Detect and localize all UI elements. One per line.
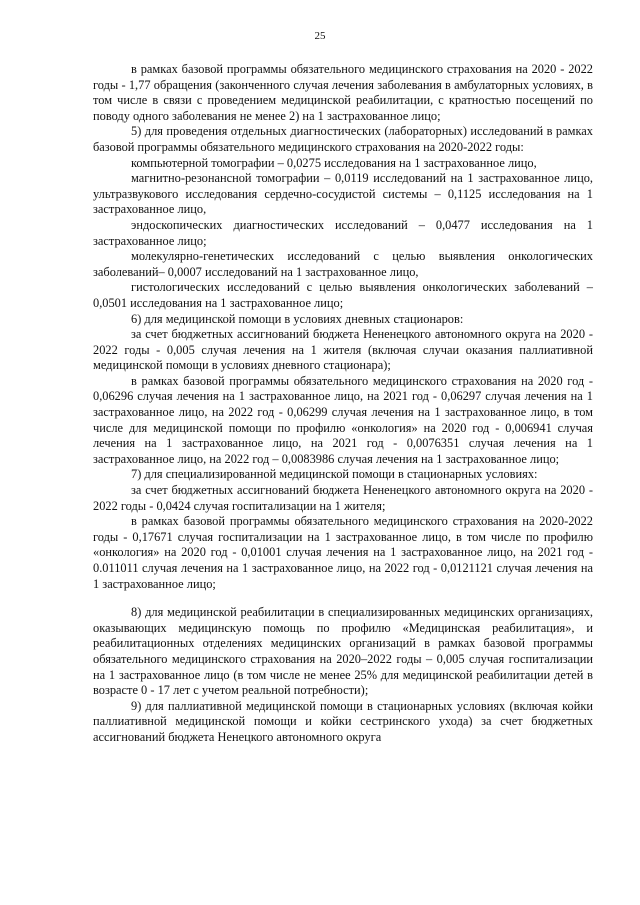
paragraph: за счет бюджетных ассигнований бюджета Нененецкого автономного округа на 2020 - 2022 годы - 0,0424 случая госпитализации на 1 жителя; [93, 483, 593, 513]
page-number: 25 [314, 30, 326, 42]
paragraph: 8) для медицинской реабилитации в специализированных медицинских организациях, оказывающих медицинскую помощь по профилю «Медицинская реабилитация», и реабилитационных отделениях медицинских организаций в рамках базовой программы обязательного медицинского страхования на 2020–2022 годы – 0,005 случая госпитализации на 1 застрахованное лицо (в том числе не менее 25% для медицинской реабилитации детей в возрасте 0 - 17 лет с учетом реальной потребности); [93, 605, 593, 698]
paragraph: эндоскопических диагностических исследований – 0,0477 исследования на 1 застрахованное лицо; [93, 217, 593, 248]
paragraph: компьютерной томографии – 0,0275 исследования на 1 застрахованное лицо, [131, 155, 537, 170]
paragraph: 7) для специализированной медицинской помощи в стационарных условиях: [131, 467, 538, 482]
paragraph: магнитно-резонансной томографии – 0,0119 исследований на 1 застрахованное лицо, ультразвукового исследования сердечно-сосудистой системы – 0,1125 исследования на 1 застрахованное лицо, [93, 171, 593, 217]
paragraph: 5) для проведения отдельных диагностических (лабораторных) исследований в рамках базовой программы обязательного медицинского страхования на 2020-2022 годы: [93, 124, 593, 154]
document-body [93, 62, 593, 746]
paragraph: в рамках базовой программы обязательного медицинского страхования на 2020 год - 0,06296 случая лечения на 1 застрахованное лицо, на 2021 год - 0,06297 случая лечения на 1 застрахованное лицо, на 2022 год - 0,06299 случая лечения на 1 застрахованное лицо, в том числе для медицинской помощи по профилю «онкология» на 2020 год - 0,006941 случая лечения на 1 застрахованное лицо, на 2021 год - 0,0076351 случая лечения на 1 застрахованное лицо, на 2022 год – 0,0083986 случая лечения на 1 застрахованное лицо; [93, 373, 593, 466]
paragraph: в рамках базовой программы обязательного медицинского страхования на 2020 - 2022 годы - 1,77 обращения (законченного случая лечения заболевания в амбулаторных условиях, в том числе в связи с проведением медицинской реабилитации, с кратностью посещений по поводу одного заболевания не менее 2) на 1 застрахованное лицо; [93, 62, 593, 123]
paragraph: гистологических исследований с целью выявления онкологических заболеваний – 0,0501 исследования на 1 застрахованное лицо; [93, 280, 593, 310]
paragraph: в рамках базовой программы обязательного медицинского страхования на 2020-2022 годы - 0,17671 случая госпитализации на 1 застрахованное лицо, в том числе по профилю «онкология» на 2020 год - 0,01001 случая лечения на 1 застрахованное лицо, на 2021 год - 0.011011 случая лечения на 1 застрахованное лицо, на 2022 год - 0,0121121 случая лечения на 1 застрахованное лицо; [93, 514, 593, 591]
paragraph: молекулярно-генетических исследований с целью выявления онкологических заболеваний– 0,0007 исследований на 1 застрахованное лицо, [93, 249, 593, 279]
paragraph: 9) для паллиативной медицинской помощи в стационарных условиях (включая койки паллиативной медицинской помощи и койки сестринского ухода) за счет бюджетных ассигнований бюджета Ненецкого автономного округа [93, 698, 593, 744]
paragraph: 6) для медицинской помощи в условиях дневных стационаров: [131, 311, 464, 326]
paragraph: за счет бюджетных ассигнований бюджета Нененецкого автономного округа на 2020 - 2022 годы - 0,005 случая лечения на 1 жителя (включая случаи оказания паллиативной медицинской помощи в условиях дневного стационара); [93, 327, 593, 373]
